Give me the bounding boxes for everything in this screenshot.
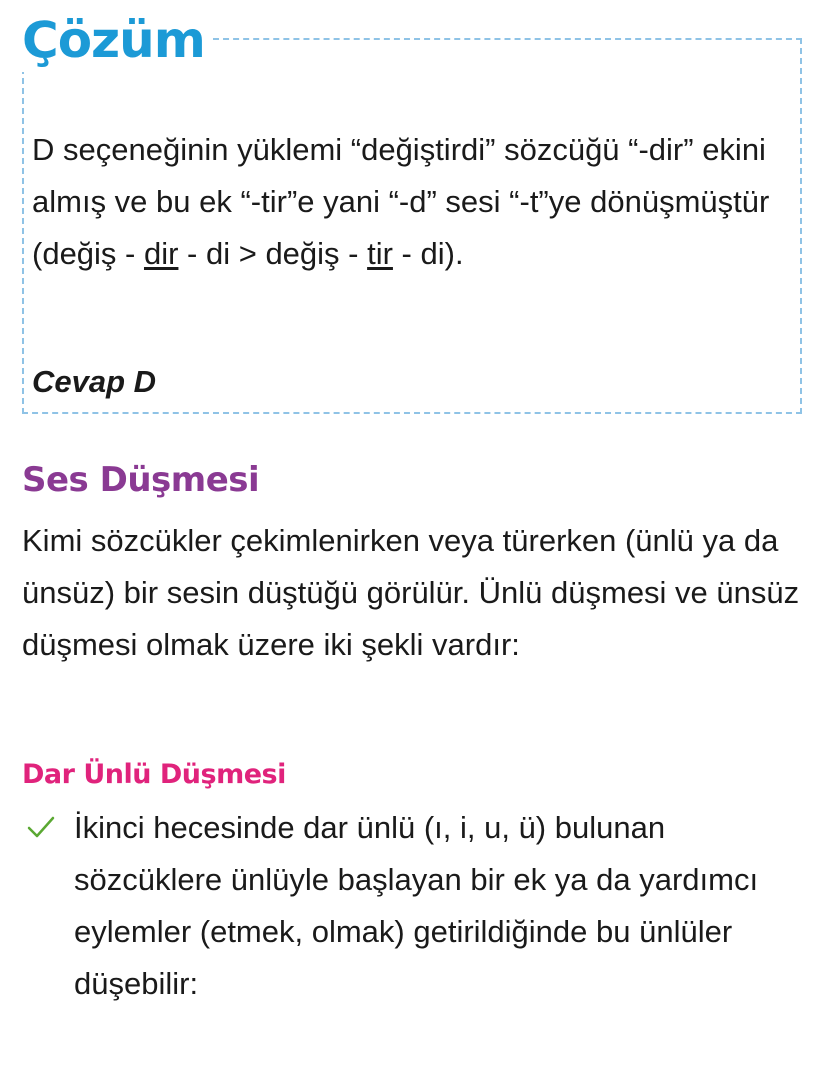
check-icon: [26, 812, 56, 842]
subsection-title: Dar Ünlü Düşmesi: [22, 759, 286, 790]
solution-text-part2: - di > değiş -: [178, 236, 368, 271]
solution-text-part3: - di).: [392, 236, 464, 271]
solution-text: [32, 124, 802, 280]
bullet-text: İkinci hecesinde dar ünlü (ı, i, u, ü) bulunan sözcüklere ünlüyle başlayan bir ek ya da yardımcı eylemler (etmek, olmak) getirildiğinde bu ünlüler düşebilir:: [74, 810, 759, 1001]
underlined-suffix-tir: tir: [367, 236, 393, 271]
section-text: Kimi sözcükler çekimlenirken veya türerken (ünlü ya da ünsüz) bir sesin düştüğü görülür. Ünlü düşmesi ve ünsüz düşmesi olmak üzere iki şekli vardır:: [22, 523, 800, 662]
underlined-suffix-dir: dir: [143, 236, 179, 271]
solution-title: Çözüm: [18, 8, 213, 72]
section-title: Ses Düşmesi: [22, 460, 260, 500]
solution-text-part1: D seçeneğinin yüklemi “değiştirdi” sözcüğü “-dir” ekini almış ve bu ek “-tir”e yani “-d” sesi “-t”ye dönüşmüştür (değiş -: [32, 132, 770, 271]
answer-label: Cevap D: [32, 364, 157, 399]
